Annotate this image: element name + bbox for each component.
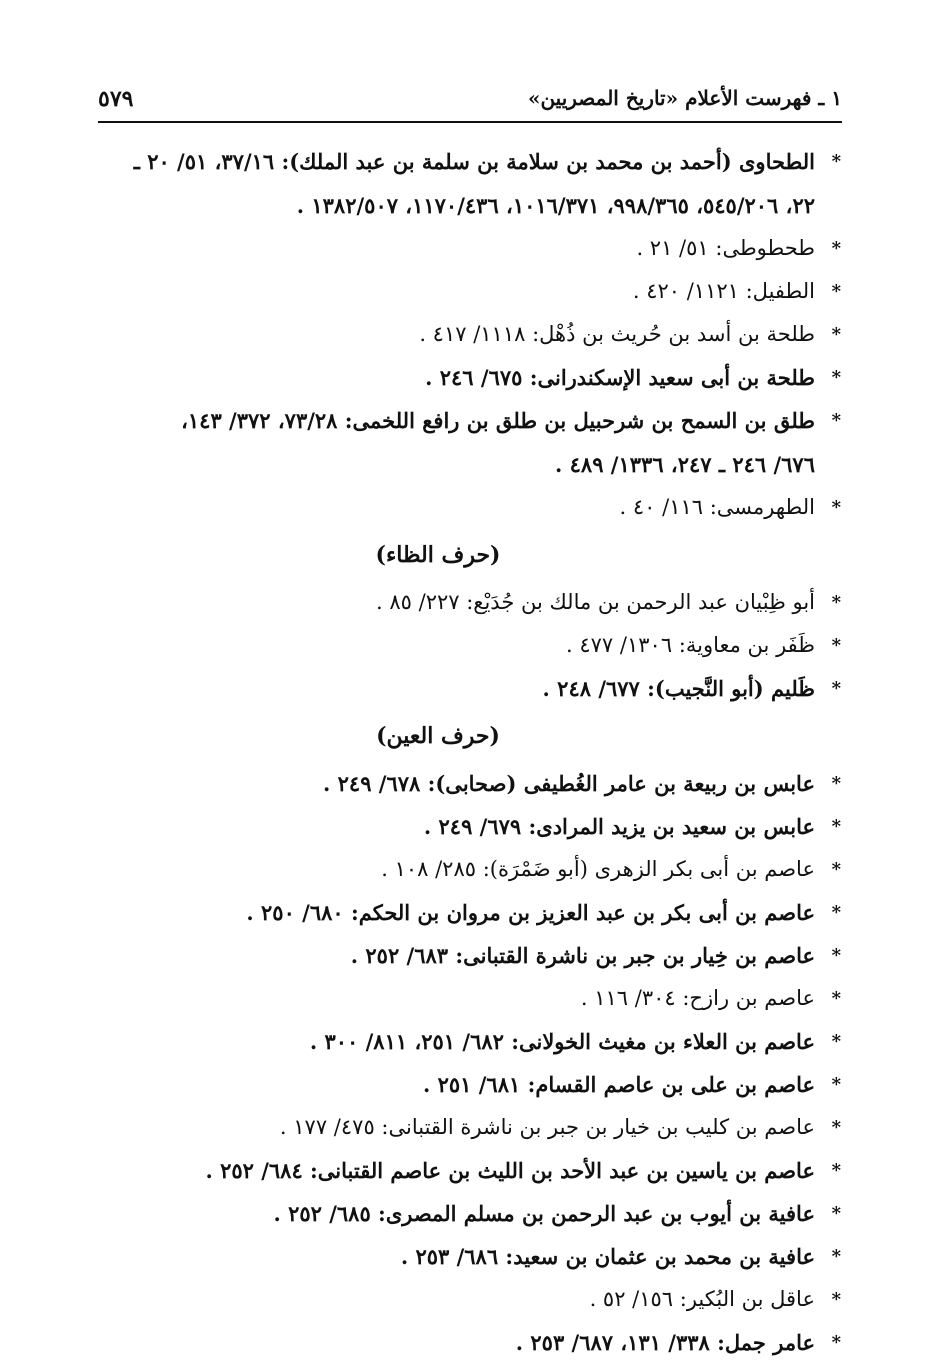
bullet-asterisk: * (831, 988, 841, 1009)
bullet-asterisk: * (831, 859, 841, 880)
index-entry (93, 270, 843, 313)
entry-text: عاصم بن أبى بكر بن عبد العزيز بن مروان بن الحكم: ٦٨٠/ ٢٥٠ . (246, 900, 815, 925)
index-entry (93, 1235, 843, 1278)
index-entry (93, 848, 843, 891)
bullet-asterisk: * (831, 1203, 841, 1224)
index-entry (93, 486, 843, 529)
entry-text: الطحاوى (أحمد بن محمد بن سلامة بن سلمة بن عبد الملك): ٣٧/١٦، ٥١/ ٢٠ ـ (133, 149, 815, 174)
entry-text: طحطوطى: ٥١/ ٢١ . (636, 236, 815, 260)
index-entries (93, 140, 843, 1364)
entry-text: الطفيل: ١١٢١/ ٤٢٠ . (632, 279, 815, 303)
entry-text: ظَليم (أبو النَّجيب): ٦٧٧/ ٢٤٨ . (542, 676, 815, 701)
entry-text: عاصم بن على بن عاصم القسام: ٦٨١/ ٢٥١ . (422, 1072, 815, 1097)
index-entry (93, 356, 843, 399)
entries-group-taa (93, 140, 843, 529)
index-entry (93, 1020, 843, 1063)
entry-text: عاقل بن البُكير: ١٥٦/ ٥٢ . (589, 1287, 815, 1311)
bullet-asterisk: * (831, 902, 841, 923)
header-divider (98, 121, 842, 123)
entry-text: عابس بن سعيد بن يزيد المرادى: ٦٧٩/ ٢٤٩ . (423, 814, 815, 839)
bullet-asterisk: * (831, 1332, 841, 1353)
entry-text: أبو ظِبْيان عبد الرحمن بن مالك بن جُدَيْع: ٢٢٧/ ٨٥ . (376, 590, 815, 614)
bullet-asterisk: * (831, 592, 841, 613)
entry-text: طلحة بن أبى سعيد الإسكندرانى: ٦٧٥/ ٢٤٦ . (425, 365, 815, 390)
index-entry (93, 399, 843, 486)
index-entry (93, 1149, 843, 1192)
bullet-asterisk: * (831, 678, 841, 699)
entry-continuation: ٢٢، ٥٤٥/٢٠٦، ٩٩٨/٣٦٥، ١٠١٦/٣٧١، ١١٧٠/٤٣٦، ١٣٨٢/٥٠٧ . (296, 193, 815, 218)
bullet-asterisk: * (831, 1031, 841, 1052)
bullet-asterisk: * (831, 367, 841, 388)
index-entry (93, 805, 843, 848)
index-entry (93, 934, 843, 977)
entry-text: عافية بن محمد بن عثمان بن سعيد: ٦٨٦/ ٢٥٣ . (400, 1244, 815, 1269)
bullet-asterisk: * (831, 151, 841, 172)
index-entry (93, 581, 843, 624)
entry-text: عاصم بن خِيار بن جبر بن ناشرة القتبانى: ٦٨٣/ ٢٥٢ . (350, 943, 815, 968)
bullet-asterisk: * (831, 1246, 841, 1267)
entry-text: طلق بن السمح بن شرحبيل بن طلق بن رافع اللخمى: ٧٣/٢٨، ٣٧٢/ ١٤٣، (181, 408, 815, 433)
entry-text: الطهرمسى: ١١٦/ ٤٠ . (619, 495, 815, 519)
bullet-asterisk: * (831, 635, 841, 656)
entry-text: عابس بن ربيعة بن عامر الغُطيفى (صحابى): ٦٧٨/ ٢٤٩ . (323, 771, 815, 796)
entry-continuation: ٦٧٦/ ٢٤٦ ـ ٢٤٧، ١٣٣٦/ ٤٨٩ . (555, 452, 815, 477)
bullet-asterisk: * (831, 281, 841, 302)
bullet-asterisk: * (831, 773, 841, 794)
bullet-asterisk: * (831, 945, 841, 966)
bullet-asterisk: * (831, 324, 841, 345)
index-entry (93, 227, 843, 270)
entry-text: عاصم بن رازح: ٣٠٤/ ١١٦ . (580, 986, 815, 1010)
entry-text: عاصم بن ياسين بن عبد الأحد بن الليث بن عاصم القتبانى: ٦٨٤/ ٢٥٢ . (205, 1158, 815, 1183)
entry-text: عاصم بن كليب بن خيار بن جبر بن ناشرة القتبانى: ٤٧٥/ ١٧٧ . (279, 1115, 815, 1139)
entry-text: عاصم بن العلاء بن مغيث الخولانى: ٦٨٢/ ٢٥١، ٨١١/ ٣٠٠ . (309, 1029, 815, 1054)
index-entry (93, 1278, 843, 1321)
entries-group-ain (93, 762, 843, 1364)
entry-text: ظَفَر بن معاوية: ١٣٠٦/ ٤٧٧ . (566, 633, 815, 657)
section-heading-zaa: (حرف الظاء) (375, 542, 501, 568)
section-heading-ain: (حرف العين) (376, 723, 500, 749)
index-entry (93, 1106, 843, 1149)
bullet-asterisk: * (831, 497, 841, 518)
entries-group-zaa (93, 581, 843, 710)
index-entry (93, 891, 843, 934)
entry-text: عاصم بن أبى بكر الزهرى (أبو ضَمْرَة): ٢٨٥/ ١٠٨ . (381, 857, 815, 881)
entry-text: طلحة بن أسد بن حُريث بن ذُهْل: ١١١٨/ ٤١٧ . (419, 322, 815, 346)
entry-text: عامر جمل: ٣٣٨/ ١٣١، ٦٨٧/ ٢٥٣ . (515, 1330, 815, 1355)
index-entry (93, 313, 843, 356)
bullet-asterisk: * (831, 1289, 841, 1310)
index-entry (93, 1063, 843, 1106)
bullet-asterisk: * (831, 1160, 841, 1181)
index-entry (93, 1192, 843, 1235)
header-title: ١ ـ فهرست الأعلام «تاريخ المصريين» (527, 86, 842, 110)
index-entry (93, 667, 843, 710)
index-entry (93, 624, 843, 667)
entry-text: عافية بن أيوب بن عبد الرحمن بن مسلم المصرى: ٦٨٥/ ٢٥٢ . (273, 1201, 815, 1226)
bullet-asterisk: * (831, 1117, 841, 1138)
page-header (98, 84, 842, 120)
bullet-asterisk: * (831, 238, 841, 259)
index-entry (93, 977, 843, 1020)
index-entry (93, 762, 843, 805)
bullet-asterisk: * (831, 816, 841, 837)
bullet-asterisk: * (831, 410, 841, 431)
index-entry (93, 1321, 843, 1364)
bullet-asterisk: * (831, 1074, 841, 1095)
page-number: ٥٧٩ (98, 86, 134, 112)
index-entry (93, 140, 843, 227)
